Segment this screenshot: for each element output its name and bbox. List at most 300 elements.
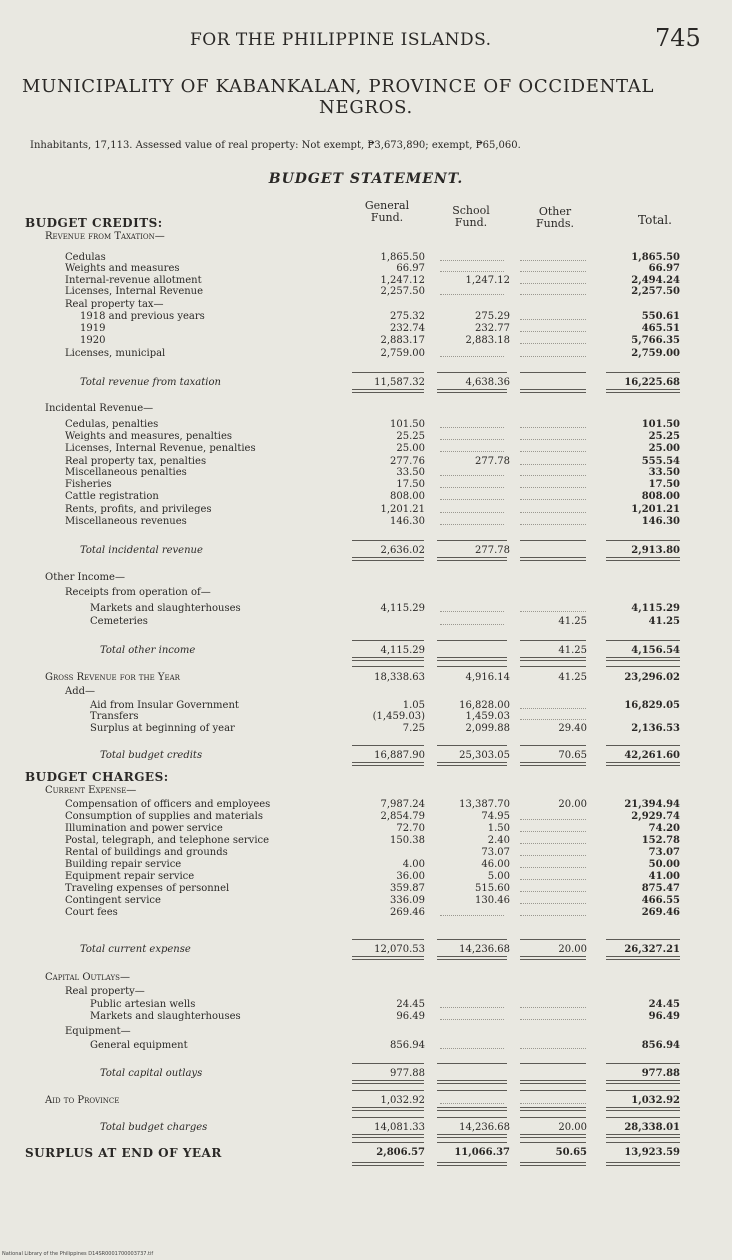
table-row [0,545,732,557]
cell-general: 14,081.33 [374,1122,425,1133]
single-rule [352,939,424,940]
row-label: Weights and measures, penalties [65,431,233,442]
cell-total: 2,257.50 [631,286,680,297]
double-rule [606,762,680,766]
double-rule [352,1080,424,1084]
row-label: Cedulas, penalties [65,419,159,430]
cell-total: 555.54 [641,456,680,467]
blank-cell-rule [520,512,586,513]
double-rule [606,1162,680,1166]
cell-other: 70.65 [558,750,587,761]
table-row [0,799,732,811]
cell-school: 73.07 [481,847,510,858]
single-rule [606,1142,680,1143]
section-heading: BUDGET CREDITS: [25,216,163,230]
row-label: Fisheries [65,479,112,490]
row-label: Compensation of officers and employees [65,799,271,810]
row-label: Miscellaneous revenues [65,516,187,527]
double-rule [437,956,507,960]
double-rule [352,557,424,561]
row-label: Weights and measures [65,263,180,274]
cell-total: 25.00 [648,443,680,454]
row-label: Cedulas [65,252,106,263]
blank-cell-rule [520,891,586,892]
section-heading [0,771,732,783]
single-rule [520,939,586,940]
cell-school: 515.60 [475,883,510,894]
section-heading: Revenue from Taxation— [45,231,165,242]
double-rule [520,1080,586,1084]
row-label: Licenses, municipal [65,348,166,359]
single-rule [352,1063,424,1064]
double-rule [437,1080,507,1084]
single-rule [606,666,680,667]
section-heading [0,299,732,311]
blank-cell-rule [520,1019,586,1020]
blank-cell-rule [440,260,504,261]
blank-cell-rule [520,331,586,332]
cell-total: 808.00 [641,491,680,502]
cell-total: 977.88 [641,1068,680,1079]
table-row [0,443,732,455]
section-heading [0,986,732,998]
table-row [0,999,732,1011]
single-rule [437,372,507,373]
cell-general: 2,636.02 [380,545,425,556]
table-row [0,377,732,389]
double-rule [520,557,586,561]
table-row [0,859,732,871]
cell-total: 5,766.35 [631,335,680,346]
row-label: Total revenue from taxation [80,377,221,388]
single-rule [437,640,507,641]
row-label: Building repair service [65,859,182,870]
cell-other: 41.25 [558,672,587,683]
cell-school: 16,828.00 [459,700,510,711]
table-row [0,847,732,859]
cell-general: 16,887.90 [374,750,425,761]
blank-cell-rule [440,427,504,428]
blank-cell-rule [440,294,504,295]
table-row [0,944,732,956]
double-rule [437,557,507,561]
row-label: 1919 [80,323,106,334]
blank-cell-rule [440,439,504,440]
municipality-title-line2: NEGROS. [319,97,413,118]
cell-other: 29.40 [558,723,587,734]
single-rule [606,1117,680,1118]
row-label: General equipment [90,1040,188,1051]
blank-cell-rule [520,831,586,832]
row-label: Current Expense— [45,785,137,796]
cell-other: 41.25 [558,616,587,627]
blank-cell-rule [520,271,586,272]
cell-total: 2,913.80 [631,545,680,556]
cell-total: 21,394.94 [624,799,680,810]
cell-general: 17.50 [396,479,425,490]
table-row [0,645,732,657]
single-rule [437,666,507,667]
double-rule [520,1107,586,1111]
blank-cell-rule [520,524,586,525]
section-heading [0,572,732,584]
double-rule [606,657,680,661]
blank-cell-rule [520,451,586,452]
row-label: Cemeteries [90,616,148,627]
blank-cell-rule [520,867,586,868]
single-rule [352,666,424,667]
cell-school: 277.78 [475,545,510,556]
cell-general: 33.50 [396,467,425,478]
single-rule [606,540,680,541]
double-rule [520,762,586,766]
cell-total: 2,929.74 [631,811,680,822]
cell-total: 465.51 [641,323,680,334]
cell-total: 73.07 [648,847,680,858]
row-label: Total capital outlays [100,1068,203,1079]
double-rule [352,1134,424,1138]
cell-total: 1,201.21 [631,504,680,515]
double-rule [352,1162,424,1166]
row-label: 1918 and previous years [80,311,205,322]
table-row [0,895,732,907]
blank-cell-rule [520,439,586,440]
cell-school: 74.95 [481,811,510,822]
blank-cell-rule [440,524,504,525]
row-label: Contingent service [65,895,161,906]
single-rule [437,745,507,746]
cell-total: 96.49 [648,1011,680,1022]
cell-other: 20.00 [558,1122,587,1133]
blank-cell-rule [520,319,586,320]
cell-school: 46.00 [481,859,510,870]
blank-cell-rule [520,915,586,916]
table-row [0,1095,732,1107]
row-label: Markets and slaughterhouses [90,603,241,614]
cell-general: 1,032.92 [380,1095,425,1106]
cell-total: 875.47 [641,883,680,894]
blank-cell-rule [440,915,504,916]
row-label: Gross Revenue for the Year [45,672,180,683]
cell-general: 101.50 [390,419,425,430]
blank-cell-rule [520,475,586,476]
row-label: Markets and slaughterhouses [90,1011,241,1022]
table-row [0,491,732,503]
cell-school: 1.50 [487,823,510,834]
row-label: Rental of buildings and grounds [65,847,228,858]
blank-cell-rule [520,427,586,428]
table-row [0,419,732,431]
row-label: Other Income— [45,572,125,583]
double-rule [437,762,507,766]
cell-school: 2.40 [487,835,510,846]
section-heading [0,686,732,698]
single-rule [352,745,424,746]
double-rule [520,389,586,393]
cell-general: 146.30 [390,516,425,527]
cell-total: 856.94 [641,1040,680,1051]
blank-cell-rule [520,283,586,284]
table-row [0,907,732,919]
row-label: Incidental Revenue— [45,403,154,414]
cell-total: 146.30 [641,516,680,527]
double-rule [520,956,586,960]
table-row [0,1011,732,1023]
double-rule [352,657,424,661]
table-row [0,323,732,335]
single-rule [352,372,424,373]
table-row [0,672,732,684]
cell-general: 1,201.21 [380,504,425,515]
column-header-other: Other Funds. [536,205,574,230]
single-rule [437,1090,507,1091]
table-row [0,1040,732,1052]
cell-general: 7,987.24 [380,799,425,810]
cell-general: 277.76 [390,456,425,467]
row-label: Internal-revenue allotment [65,275,202,286]
cell-total: 4,156.54 [631,645,680,656]
row-label: Public artesian wells [90,999,196,1010]
cell-total: 1,865.50 [631,252,680,263]
single-rule [520,540,586,541]
cell-total: 13,923.59 [624,1147,680,1158]
table-row [0,1122,732,1134]
table-row [0,750,732,762]
double-rule [520,1162,586,1166]
row-label: Total other income [100,645,196,656]
row-label: BUDGET CHARGES: [25,770,169,784]
single-rule [606,745,680,746]
cell-total: 1,032.92 [631,1095,680,1106]
row-label: Traveling expenses of personnel [65,883,230,894]
table-row [0,823,732,835]
blank-cell-rule [520,1007,586,1008]
blank-cell-rule [440,451,504,452]
row-label: Miscellaneous penalties [65,467,187,478]
double-rule [352,389,424,393]
cell-general: 11,587.32 [374,377,425,388]
blank-cell-rule [520,356,586,357]
table-row [0,711,732,723]
row-label: Add— [65,686,96,697]
blank-cell-rule [520,294,586,295]
blank-cell-rule [520,1103,586,1104]
double-rule [606,557,680,561]
blank-cell-rule [440,475,504,476]
double-rule [352,956,424,960]
table-row [0,504,732,516]
row-label: Total budget charges [100,1122,208,1133]
cell-other: 20.00 [558,799,587,810]
cell-general: 1.05 [402,700,425,711]
cell-general: 12,070.53 [374,944,425,955]
cell-school: 130.46 [475,895,510,906]
double-rule [437,1107,507,1111]
single-rule [437,1063,507,1064]
row-label: Consumption of supplies and materials [65,811,263,822]
single-rule [352,1142,424,1143]
double-rule [606,956,680,960]
blank-cell-rule [440,624,504,625]
cell-school: 2,883.18 [465,335,510,346]
cell-total: 26,327.21 [624,944,680,955]
blank-cell-rule [520,343,586,344]
single-rule [520,1063,586,1064]
cell-total: 24.45 [648,999,680,1010]
table-row [0,516,732,528]
single-rule [437,540,507,541]
cell-total: 42,261.60 [624,750,680,761]
row-label: Transfers [90,711,139,722]
statement-title: BUDGET STATEMENT. [268,171,464,187]
inhabitants-note: Inhabitants, 17,113. Assessed value of real property: Not exempt, ₱3,673,890; exempt, ₱65,060. [30,140,521,151]
cell-total: 41.00 [648,871,680,882]
cell-general: 1,865.50 [380,252,425,263]
cell-other: 41.25 [558,645,587,656]
double-rule [606,389,680,393]
cell-general: 232.74 [390,323,425,334]
table-row [0,263,732,275]
blank-cell-rule [520,708,586,709]
double-rule [520,1134,586,1138]
table-row [0,883,732,895]
cell-school: 4,638.36 [465,377,510,388]
single-rule [520,666,586,667]
cell-general: 2,854.79 [380,811,425,822]
table-row [0,1147,732,1159]
cell-general: 2,806.57 [376,1147,425,1158]
table-row [0,311,732,323]
cell-school: 1,459.03 [465,711,510,722]
row-label: Rents, profits, and privileges [65,504,212,515]
cell-total: 41.25 [648,616,680,627]
section-heading [0,785,732,797]
column-header-general: General Fund. [364,199,410,224]
blank-cell-rule [440,1103,504,1104]
cell-school: 277.78 [475,456,510,467]
cell-school: 2,099.88 [465,723,510,734]
blank-cell-rule [440,611,504,612]
row-label: Aid from Insular Government [90,700,239,711]
cell-general: 25.25 [396,431,425,442]
cell-total: 17.50 [648,479,680,490]
cell-general: (1,459.03) [372,711,425,722]
cell-school: 5.00 [487,871,510,882]
scan-footer: National Library of the Philippines D14SR0001700003737.tif [2,1251,154,1257]
cell-total: 152.78 [641,835,680,846]
blank-cell-rule [440,356,504,357]
cell-total: 16,829.05 [624,700,680,711]
cell-general: 808.00 [390,491,425,502]
cell-general: 269.46 [390,907,425,918]
cell-school: 25,303.05 [459,750,510,761]
cell-school: 11,066.37 [454,1147,510,1158]
municipality-title-line1: MUNICIPALITY OF KABANKALAN, PROVINCE OF OCCIDENTAL [22,76,655,97]
single-rule [352,1117,424,1118]
cell-general: 977.88 [390,1068,425,1079]
single-rule [352,640,424,641]
single-rule [352,540,424,541]
double-rule [520,657,586,661]
row-label: Equipment— [65,1026,131,1037]
cell-general: 66.97 [396,263,425,274]
row-label: Receipts from operation of— [65,587,211,598]
row-label: Postal, telegraph, and telephone service [65,835,270,846]
blank-cell-rule [440,512,504,513]
table-row [0,431,732,443]
blank-cell-rule [520,499,586,500]
column-header-total: Total. [638,213,672,227]
cell-total: 4,115.29 [631,603,680,614]
cell-total: 23,296.02 [624,672,680,683]
row-label: Real property tax— [65,299,164,310]
page-number: 745 [655,24,701,52]
row-label: Capital Outlays— [45,972,130,983]
cell-school: 14,236.68 [459,1122,510,1133]
cell-total: 550.61 [641,311,680,322]
double-rule [606,1080,680,1084]
row-label: Real property tax, penalties [65,456,207,467]
single-rule [520,640,586,641]
blank-cell-rule [440,1007,504,1008]
single-rule [606,1063,680,1064]
cell-other: 50.65 [555,1147,587,1158]
row-label: Cattle registration [65,491,159,502]
double-rule [437,1162,507,1166]
double-rule [352,1107,424,1111]
row-label: 1920 [80,335,106,346]
single-rule [606,372,680,373]
cell-general: 275.32 [390,311,425,322]
row-label: Illumination and power service [65,823,223,834]
cell-school: 4,916.14 [465,672,510,683]
single-rule [606,1090,680,1091]
single-rule [606,640,680,641]
single-rule [352,1090,424,1091]
blank-cell-rule [520,487,586,488]
blank-cell-rule [520,843,586,844]
row-label: SURPLUS AT END OF YEAR [25,1146,222,1160]
blank-cell-rule [520,903,586,904]
double-rule [606,1107,680,1111]
cell-general: 72.70 [396,823,425,834]
blank-cell-rule [520,879,586,880]
cell-general: 96.49 [396,1011,425,1022]
row-label: Equipment repair service [65,871,195,882]
cell-general: 7.25 [402,723,425,734]
single-rule [520,372,586,373]
section-heading [0,587,732,599]
double-rule [437,657,507,661]
cell-total: 2,494.24 [631,275,680,286]
single-rule [437,1117,507,1118]
cell-general: 2,759.00 [380,348,425,359]
single-rule [606,939,680,940]
blank-cell-rule [520,819,586,820]
blank-cell-rule [440,1019,504,1020]
row-label: Licenses, Internal Revenue, penalties [65,443,256,454]
cell-general: 4,115.29 [380,603,425,614]
cell-general: 4.00 [402,859,425,870]
blank-cell-rule [520,464,586,465]
row-label: Total incidental revenue [80,545,203,556]
table-row [0,348,732,360]
cell-total: 16,225.68 [624,377,680,388]
cell-total: 74.20 [648,823,680,834]
cell-general: 856.94 [390,1040,425,1051]
blank-cell-rule [440,1048,504,1049]
single-rule [520,745,586,746]
